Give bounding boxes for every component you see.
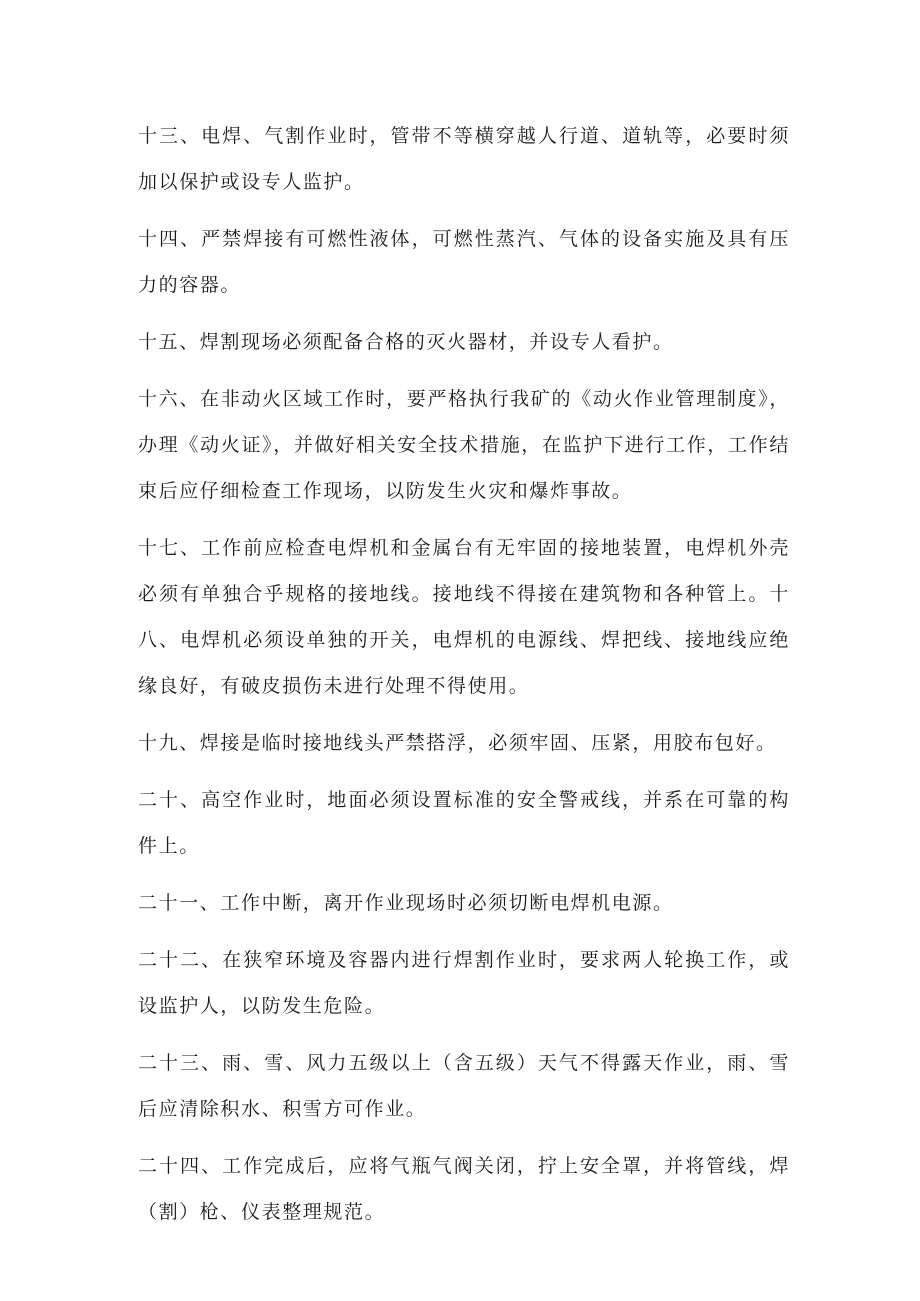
paragraph-14: 十四、严禁焊接有可燃性液体，可燃性蒸汽、气体的设备实施及具有压力的容器。 [138,228,790,296]
paragraph-20: 二十、高空作业时，地面必须设置标准的安全警戒线，并系在可靠的构件上。 [138,789,790,857]
paragraph-16: 十六、在非动火区域工作时，要严格执行我矿的《动火作业管理制度》，办理《动火证》，并做好相关安全技术措施，在监护下进行工作，工作结束后应仔细检查工作现场，以防发生火灾和爆炸事故。 [138,388,790,502]
paragraph-24: 二十四、工作完成后，应将气瓶气阀关闭，拧上安全罩，并将管线，焊（割）枪、仪表整理规范。 [138,1155,790,1223]
paragraph-23: 二十三、雨、雪、风力五级以上（含五级）天气不得露天作业，雨、雪后应清除积水、积雪方可作业。 [138,1052,790,1120]
paragraph-19: 十九、焊接是临时接地线头严禁搭浮，必须牢固、压紧，用胶布包好。 [138,732,777,754]
paragraph-17-18: 十七、工作前应检查电焊机和金属台有无牢固的接地装置，电焊机外壳必须有单独合乎规格的接地线。接地线不得接在建筑物和各种管上。十八、电焊机必须设单独的开关，电焊机的电源线、焊把线、接地线应绝缘良好，有破皮损伤未进行处理不得使用。 [138,537,790,697]
paragraph-15: 十五、焊割现场必须配备合格的灭火器材，并设专人看护。 [138,331,674,353]
document-body [138,113,790,1246]
paragraph-13: 十三、电焊、气割作业时，管带不等横穿越人行道、道轨等，必要时须加以保护或设专人监护。 [138,125,790,193]
paragraph-21: 二十一、工作中断，离开作业现场时必须切断电焊机电源。 [138,892,674,914]
paragraph-22: 二十二、在狭窄环境及容器内进行焊割作业时，要求两人轮换工作，或设监护人，以防发生危险。 [138,949,790,1017]
